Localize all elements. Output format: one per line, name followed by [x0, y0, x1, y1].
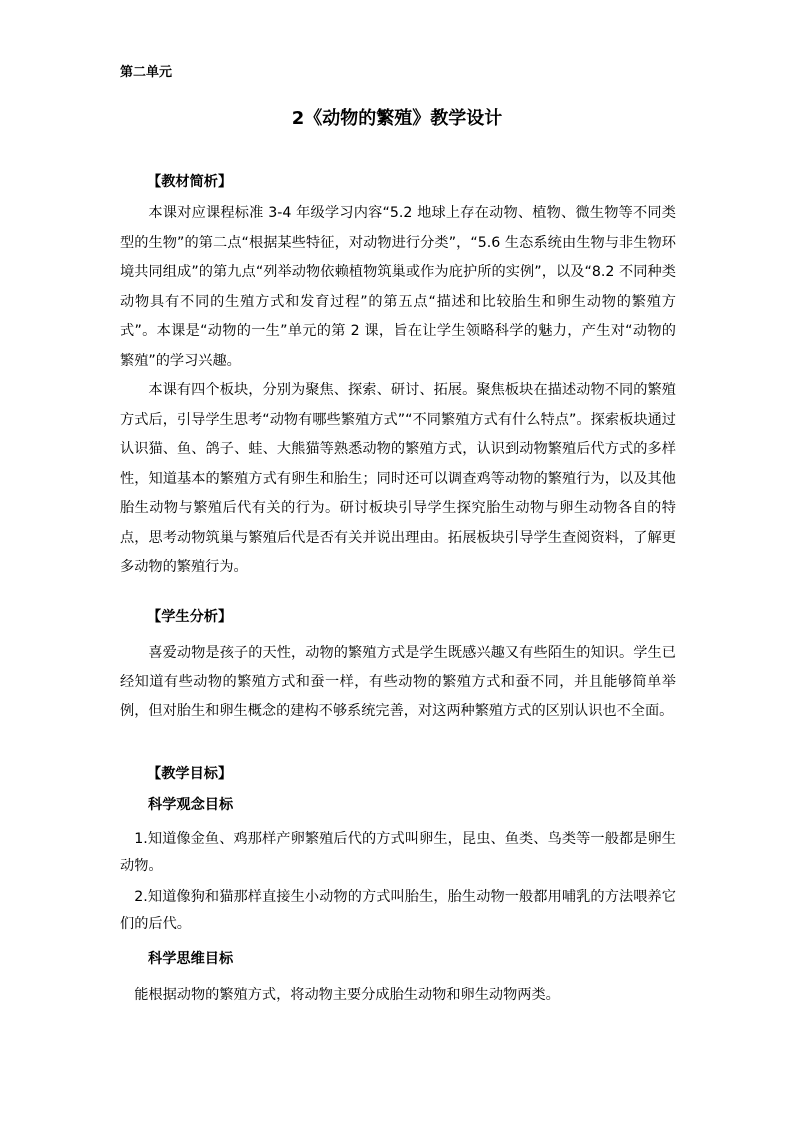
unit-label: 第二单元 — [120, 65, 173, 80]
students-section — [120, 639, 676, 726]
thinking-goals-heading: 科学思维目标 — [148, 951, 234, 967]
analysis-paragraph-2: 本课有四个板块，分别为聚焦、探索、研讨、拓展。聚焦板块在描述动物不同的繁殖方式后，引导学生思考“动物有哪些繁殖方式”“不同繁殖方式有什么特点”。探索板块通过认识猫、鱼、鸽子、蛙、大熊猫等熟悉动物的繁殖方式，认识到动物繁殖后代方式的多样性，知道基本的繁殖方式有卵生和胎生；同时还可以调查鸡等动物的繁殖行为，以及其他胎生动物与繁殖后代有关的行为。研讨板块引导学生探究胎生动物与卵生动物各自的特点，思考动物筑巢与繁殖后代是否有关并说出理由。拓展板块引导学生查阅资料，了解更多动物的繁殖行为。 — [120, 382, 676, 575]
concept-goal-2-text: 2.知道像狗和猫那样直接生小动物的方式叫胎生，胎生动物一般都用哺乳的方法喂养它们的后代。 — [120, 889, 676, 932]
thinking-goal-1-text: 能根据动物的繁殖方式，将动物主要分成胎生动物和卵生动物两类。 — [134, 987, 560, 1003]
concept-goal-1-text: 1.知道像金鱼、鸡那样产卵繁殖后代的方式叫卵生，昆虫、鱼类、鸟类等一般都是卵生动物。 — [120, 831, 676, 874]
concept-goal-1 — [120, 826, 676, 880]
section-heading-analysis: 【教材简析】 — [147, 174, 233, 190]
page-title: 2《动物的繁殖》教学设计 — [291, 108, 503, 129]
section-heading-students: 【学生分析】 — [147, 609, 233, 625]
concept-goals-heading: 科学观念目标 — [148, 797, 234, 813]
thinking-goal-1 — [120, 982, 676, 1009]
section-heading-goals: 【教学目标】 — [147, 766, 233, 782]
students-paragraph: 喜爱动物是孩子的天性，动物的繁殖方式是学生既感兴趣又有些陌生的知识。学生已经知道有些动物的繁殖方式和蚕一样，有些动物的繁殖方式和蚕不同，并且能够简单举例，但对胎生和卵生概念的建构不够系统完善，对这两种繁殖方式的区别认识也不全面。 — [120, 645, 676, 719]
analysis-paragraph-1: 本课对应课程标准 3-4 年级学习内容“5.2 地球上存在动物、植物、微生物等不同类型的生物”的第二点“根据某些特征，对动物进行分类”，“5.6 生态系统由生物与非生物环境共同组成”的第九点“列举动物依赖植物筑巢或作为庇护所的实例”，以及“8.2 不同种类动物具有不同的生殖方式和发育过程”的第五点“描述和比较胎生和卵生动物的繁殖方式”。本课是“动物的一生”单元的第 2 课，旨在让学生领略科学的魅力，产生对“动物的繁殖”的学习兴趣。 — [120, 205, 676, 369]
analysis-section — [120, 199, 676, 583]
concept-goal-2 — [120, 884, 676, 938]
